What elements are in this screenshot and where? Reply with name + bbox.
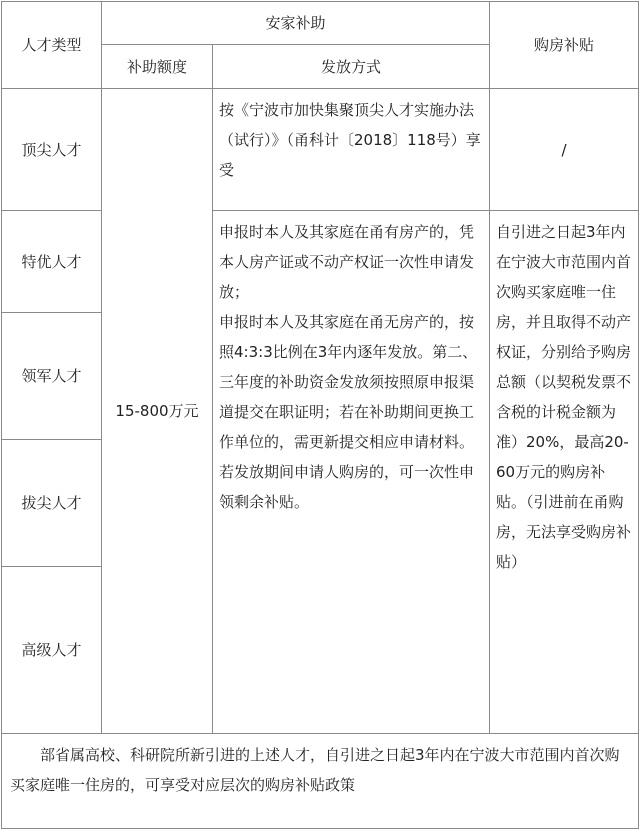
talent-type-outstanding: 拔尖人才	[1, 439, 102, 567]
header-housing-subsidy: 购房补贴	[489, 1, 639, 89]
header-talent-type: 人才类型	[1, 1, 102, 89]
talent-type-senior: 高级人才	[1, 566, 102, 734]
header-subsidy-amount: 补助额度	[101, 44, 213, 89]
top-talent-housing: /	[489, 88, 639, 211]
header-payment-method: 发放方式	[212, 44, 490, 89]
header-settlement-subsidy: 安家补助	[101, 1, 490, 45]
talent-type-leading: 领军人才	[1, 312, 102, 440]
housing-subsidy-text: 自引进之日起3年内在宁波大市范围内首次购买家庭唯一住房，并且取得不动产权证，分别给予购房总额（以契税发票不含税的计税金额为准）20%，最高20-60万元的购房补贴。（引进前在甬购房，无法享受购房补贴）	[489, 210, 639, 734]
payment-method-text: 申报时本人及其家庭在甬有房产的，凭本人房产证或不动产权证一次性申请发放； 申报时本人及其家庭在甬无房产的，按照4:3:3比例在3年内逐年发放。第二、三年度的补助资金发放须按照原申报渠道提交在职证明；若在补助期间更换工作单位的，需更新提交相应申请材料。若发放期间申请人购房的，可一次性申领剩余补贴。	[212, 210, 490, 734]
subsidy-amount-value: 15-800万元	[101, 88, 213, 734]
talent-type-special: 特优人才	[1, 210, 102, 313]
footnote: 部省属高校、科研院所新引进的上述人才，自引进之日起3年内在宁波大市范围内首次购买家庭唯一住房的，可享受对应层次的购房补贴政策	[1, 733, 639, 829]
top-talent-method: 按《宁波市加快集聚顶尖人才实施办法（试行）》（甬科计〔2018〕118号）享受	[212, 88, 490, 211]
talent-type-top: 顶尖人才	[1, 88, 102, 211]
